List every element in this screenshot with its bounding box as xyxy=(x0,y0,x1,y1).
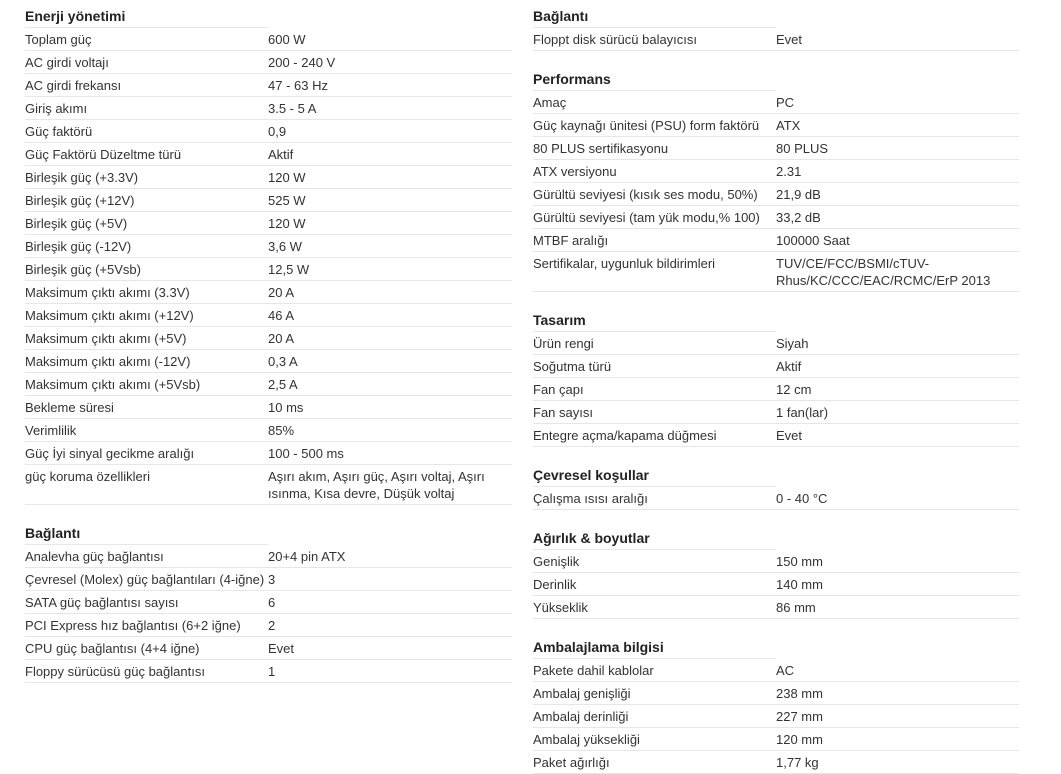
spec-row xyxy=(25,591,512,614)
spec-row xyxy=(533,183,1019,206)
spec-value: 1 fan(lar) xyxy=(776,401,1019,424)
section-title xyxy=(25,517,512,545)
spec-row xyxy=(533,487,1019,510)
spec-label: Birleşik güç (+5V) xyxy=(25,212,268,235)
spec-label: MTBF aralığı xyxy=(533,229,776,252)
spec-row xyxy=(533,751,1019,774)
spec-row xyxy=(533,573,1019,596)
spec-value: TUV/CE/FCC/BSMI/cTUV-Rhus/KC/CCC/EAC/RCMC/ErP 2013 xyxy=(776,252,1019,292)
section-title-text: Bağlantı xyxy=(25,525,81,541)
left-spec-column xyxy=(25,0,512,683)
spec-value: 120 W xyxy=(268,166,512,189)
section-title xyxy=(533,522,1019,550)
spec-label: Birleşik güç (+5Vsb) xyxy=(25,258,268,281)
spec-row xyxy=(25,327,512,350)
spec-label: Maksimum çıktı akımı (+5Vsb) xyxy=(25,373,268,396)
spec-row xyxy=(25,28,512,51)
spec-label: AC girdi frekansı xyxy=(25,74,268,97)
spec-value: 227 mm xyxy=(776,705,1019,728)
spec-value: 20 A xyxy=(268,281,512,304)
spec-row xyxy=(25,442,512,465)
spec-row xyxy=(533,355,1019,378)
spec-row xyxy=(25,120,512,143)
section-gap xyxy=(533,51,1019,63)
section-title-text: Tasarım xyxy=(533,312,586,328)
spec-row xyxy=(533,705,1019,728)
spec-label: Çevresel (Molex) güç bağlantıları (4-iğne) xyxy=(25,568,268,591)
spec-row xyxy=(533,332,1019,355)
spec-value: 46 A xyxy=(268,304,512,327)
spec-label: Paket ağırlığı xyxy=(533,751,776,774)
spec-label: Ambalaj derinliği xyxy=(533,705,776,728)
spec-value: Siyah xyxy=(776,332,1019,355)
spec-row xyxy=(533,137,1019,160)
spec-row xyxy=(533,659,1019,682)
spec-row xyxy=(25,74,512,97)
spec-table xyxy=(533,28,1019,51)
spec-row xyxy=(533,596,1019,619)
spec-label: Yükseklik xyxy=(533,596,776,619)
spec-value: 2 xyxy=(268,614,512,637)
section-title-text: Enerji yönetimi xyxy=(25,8,126,24)
spec-row xyxy=(533,28,1019,51)
spec-value: 86 mm xyxy=(776,596,1019,619)
spec-value: 20 A xyxy=(268,327,512,350)
spec-label: Birleşik güç (+12V) xyxy=(25,189,268,212)
spec-label: Birleşik güç (+3.3V) xyxy=(25,166,268,189)
section-title xyxy=(533,459,1019,487)
spec-row xyxy=(25,258,512,281)
spec-label: Giriş akımı xyxy=(25,97,268,120)
spec-label: PCI Express hız bağlantısı (6+2 iğne) xyxy=(25,614,268,637)
spec-label: Floppy sürücüsü güç bağlantısı xyxy=(25,660,268,683)
spec-value: 47 - 63 Hz xyxy=(268,74,512,97)
spec-row xyxy=(25,637,512,660)
spec-section-baglanti xyxy=(25,517,512,683)
spec-value: AC xyxy=(776,659,1019,682)
spec-label: Ürün rengi xyxy=(533,332,776,355)
spec-row xyxy=(25,350,512,373)
spec-label: Maksimum çıktı akımı (+5V) xyxy=(25,327,268,350)
spec-section-cevresel-kosullar xyxy=(533,459,1019,510)
spec-value: PC xyxy=(776,91,1019,114)
spec-label: Analevha güç bağlantısı xyxy=(25,545,268,568)
spec-value: 85% xyxy=(268,419,512,442)
section-title-text: Ambalajlama bilgisi xyxy=(533,639,664,655)
spec-value: 3.5 - 5 A xyxy=(268,97,512,120)
spec-section-performans xyxy=(533,63,1019,292)
spec-label: Toplam güç xyxy=(25,28,268,51)
spec-value: 1 xyxy=(268,660,512,683)
spec-label: Fan sayısı xyxy=(533,401,776,424)
spec-row xyxy=(533,728,1019,751)
spec-row xyxy=(533,114,1019,137)
spec-label: Soğutma türü xyxy=(533,355,776,378)
section-title-text: Ağırlık & boyutlar xyxy=(533,530,650,546)
spec-row xyxy=(533,160,1019,183)
spec-value: 100 - 500 ms xyxy=(268,442,512,465)
spec-label: CPU güç bağlantısı (4+4 iğne) xyxy=(25,637,268,660)
spec-value: Evet xyxy=(776,424,1019,447)
spec-label: Sertifikalar, uygunluk bildirimleri xyxy=(533,252,776,292)
section-title xyxy=(25,0,512,28)
spec-row xyxy=(25,51,512,74)
section-gap xyxy=(533,619,1019,631)
spec-row xyxy=(25,281,512,304)
spec-value: 3,6 W xyxy=(268,235,512,258)
spec-label: Ambalaj genişliği xyxy=(533,682,776,705)
spec-label: Güç Faktörü Düzeltme türü xyxy=(25,143,268,166)
spec-row xyxy=(533,378,1019,401)
section-gap xyxy=(533,447,1019,459)
section-title xyxy=(533,631,1019,659)
spec-value: 120 W xyxy=(268,212,512,235)
spec-row xyxy=(25,212,512,235)
spec-value: Evet xyxy=(268,637,512,660)
spec-value: 3 xyxy=(268,568,512,591)
spec-label: Bekleme süresi xyxy=(25,396,268,419)
spec-label: Güç kaynağı ünitesi (PSU) form faktörü xyxy=(533,114,776,137)
spec-row xyxy=(25,143,512,166)
spec-row xyxy=(533,550,1019,573)
spec-label: Çalışma ısısı aralığı xyxy=(533,487,776,510)
spec-row xyxy=(533,91,1019,114)
spec-label: Entegre açma/kapama düğmesi xyxy=(533,424,776,447)
spec-value: 120 mm xyxy=(776,728,1019,751)
spec-value: 80 PLUS xyxy=(776,137,1019,160)
spec-label: Verimlilik xyxy=(25,419,268,442)
spec-section-ambalajlama-bilgisi xyxy=(533,631,1019,774)
spec-table xyxy=(533,550,1019,619)
spec-row xyxy=(25,465,512,505)
spec-row xyxy=(533,401,1019,424)
spec-label: Maksimum çıktı akımı (3.3V) xyxy=(25,281,268,304)
spec-value: Aktif xyxy=(268,143,512,166)
spec-table xyxy=(533,659,1019,774)
spec-value: 2,5 A xyxy=(268,373,512,396)
spec-section-enerji-yonetimi xyxy=(25,0,512,505)
spec-row xyxy=(533,424,1019,447)
spec-row xyxy=(25,660,512,683)
spec-label: SATA güç bağlantısı sayısı xyxy=(25,591,268,614)
spec-label: Amaç xyxy=(533,91,776,114)
spec-table xyxy=(533,91,1019,292)
spec-value: 12,5 W xyxy=(268,258,512,281)
spec-value: 2.31 xyxy=(776,160,1019,183)
section-title xyxy=(533,63,1019,91)
spec-row xyxy=(25,373,512,396)
spec-label: Genişlik xyxy=(533,550,776,573)
section-title-text: Performans xyxy=(533,71,611,87)
spec-value: 21,9 dB xyxy=(776,183,1019,206)
spec-row xyxy=(533,252,1019,292)
spec-value: 0,9 xyxy=(268,120,512,143)
spec-label: Pakete dahil kablolar xyxy=(533,659,776,682)
section-title-text: Bağlantı xyxy=(533,8,589,24)
spec-label: Derinlik xyxy=(533,573,776,596)
spec-label: 80 PLUS sertifikasyonu xyxy=(533,137,776,160)
spec-row xyxy=(533,229,1019,252)
spec-label: Birleşik güç (-12V) xyxy=(25,235,268,258)
spec-label: Güç İyi sinyal gecikme aralığı xyxy=(25,442,268,465)
spec-section-baglanti xyxy=(533,0,1019,51)
spec-label: Maksimum çıktı akımı (+12V) xyxy=(25,304,268,327)
spec-row xyxy=(533,682,1019,705)
spec-label: Güç faktörü xyxy=(25,120,268,143)
spec-label: Floppt disk sürücü balayıcısı xyxy=(533,28,776,51)
spec-value: 0,3 A xyxy=(268,350,512,373)
spec-label: Gürültü seviyesi (tam yük modu,% 100) xyxy=(533,206,776,229)
spec-table xyxy=(533,487,1019,510)
spec-value: 150 mm xyxy=(776,550,1019,573)
spec-row xyxy=(25,97,512,120)
section-gap xyxy=(25,505,512,517)
spec-value: 100000 Saat xyxy=(776,229,1019,252)
spec-section-tasarim xyxy=(533,304,1019,447)
spec-value: 6 xyxy=(268,591,512,614)
spec-label: güç koruma özellikleri xyxy=(25,465,268,505)
section-title-text: Çevresel koşullar xyxy=(533,467,649,483)
spec-row xyxy=(25,545,512,568)
spec-value: Aktif xyxy=(776,355,1019,378)
section-title xyxy=(533,0,1019,28)
right-spec-column xyxy=(533,0,1019,774)
spec-value: 0 - 40 °C xyxy=(776,487,1019,510)
spec-table xyxy=(25,545,512,683)
spec-row xyxy=(25,614,512,637)
spec-value: 12 cm xyxy=(776,378,1019,401)
section-title xyxy=(533,304,1019,332)
spec-value: 140 mm xyxy=(776,573,1019,596)
spec-row xyxy=(25,166,512,189)
spec-value: 10 ms xyxy=(268,396,512,419)
spec-row xyxy=(533,206,1019,229)
section-gap xyxy=(533,292,1019,304)
spec-label: Maksimum çıktı akımı (-12V) xyxy=(25,350,268,373)
spec-label: AC girdi voltajı xyxy=(25,51,268,74)
spec-row xyxy=(25,235,512,258)
spec-value: Aşırı akım, Aşırı güç, Aşırı voltaj, Aşırı ısınma, Kısa devre, Düşük voltaj xyxy=(268,465,512,505)
spec-section-agirlik-boyutlar xyxy=(533,522,1019,619)
spec-value: 33,2 dB xyxy=(776,206,1019,229)
spec-label: Fan çapı xyxy=(533,378,776,401)
spec-value: 525 W xyxy=(268,189,512,212)
spec-value: 1,77 kg xyxy=(776,751,1019,774)
spec-value: 20+4 pin ATX xyxy=(268,545,512,568)
spec-value: 600 W xyxy=(268,28,512,51)
spec-row xyxy=(25,189,512,212)
spec-table xyxy=(533,332,1019,447)
spec-value: 200 - 240 V xyxy=(268,51,512,74)
spec-value: Evet xyxy=(776,28,1019,51)
spec-row xyxy=(25,568,512,591)
spec-label: Gürültü seviyesi (kısık ses modu, 50%) xyxy=(533,183,776,206)
spec-value: 238 mm xyxy=(776,682,1019,705)
section-gap xyxy=(533,510,1019,522)
spec-table xyxy=(25,28,512,505)
spec-value: ATX xyxy=(776,114,1019,137)
spec-label: Ambalaj yüksekliği xyxy=(533,728,776,751)
spec-row xyxy=(25,304,512,327)
spec-row xyxy=(25,419,512,442)
spec-row xyxy=(25,396,512,419)
spec-label: ATX versiyonu xyxy=(533,160,776,183)
